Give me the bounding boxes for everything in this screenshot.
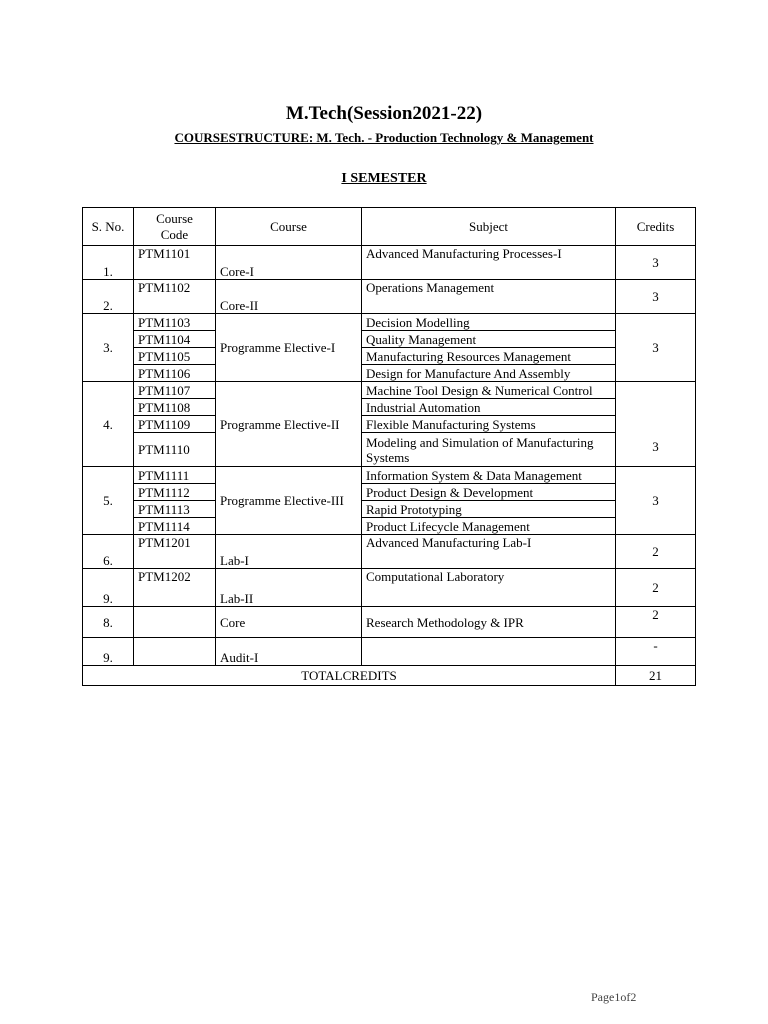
table-row bbox=[83, 518, 696, 535]
row-code: PTM1111 bbox=[134, 467, 216, 484]
table-row bbox=[83, 399, 696, 416]
header-course-code-label: Course Code bbox=[156, 210, 193, 242]
row-code: PTM1112 bbox=[134, 484, 216, 501]
header-course: Course bbox=[216, 208, 362, 246]
row-course: Core-II bbox=[216, 280, 362, 314]
row-subject: Modeling and Simulation of Manufacturing Systems bbox=[362, 433, 616, 467]
row-code: PTM1108 bbox=[134, 399, 216, 416]
row-subject: Advanced Manufacturing Processes-I bbox=[362, 246, 616, 280]
row-credits: 3 bbox=[616, 246, 696, 280]
row-code: PTM1202 bbox=[134, 569, 216, 607]
row-code: PTM1113 bbox=[134, 501, 216, 518]
row-credits: 2 bbox=[616, 535, 696, 569]
row-subject: Decision Modelling bbox=[362, 314, 616, 331]
row-code: PTM1102 bbox=[134, 280, 216, 314]
table-row bbox=[83, 569, 696, 607]
table-header-row bbox=[83, 208, 696, 246]
table-row bbox=[83, 433, 696, 467]
row-subject: Machine Tool Design & Numerical Control bbox=[362, 382, 616, 399]
header-sno: S. No. bbox=[83, 208, 134, 246]
row-course: Core-I bbox=[216, 246, 362, 280]
header-subject: Subject bbox=[362, 208, 616, 246]
row-sno: 5. bbox=[83, 467, 134, 535]
row-credits: - bbox=[616, 638, 696, 666]
row-code: PTM1201 bbox=[134, 535, 216, 569]
table-row bbox=[83, 365, 696, 382]
row-course: Core bbox=[216, 607, 362, 638]
row-code: PTM1101 bbox=[134, 246, 216, 280]
row-subject: Research Methodology & IPR bbox=[362, 607, 616, 638]
row-course: Programme Elective-III bbox=[216, 467, 362, 535]
table-row bbox=[83, 535, 696, 569]
row-course: Lab-II bbox=[216, 569, 362, 607]
row-sno: 1. bbox=[83, 246, 134, 280]
row-subject: Product Lifecycle Management bbox=[362, 518, 616, 535]
total-credits-label: TOTALCREDITS bbox=[83, 666, 616, 686]
row-subject bbox=[362, 638, 616, 666]
row-sno: 9. bbox=[83, 638, 134, 666]
row-code: PTM1103 bbox=[134, 314, 216, 331]
table-row bbox=[83, 331, 696, 348]
row-course: Programme Elective-II bbox=[216, 382, 362, 467]
row-code: PTM1104 bbox=[134, 331, 216, 348]
table-row bbox=[83, 501, 696, 518]
row-credits: 3 bbox=[616, 467, 696, 535]
row-subject: Advanced Manufacturing Lab-I bbox=[362, 535, 616, 569]
row-subject: Operations Management bbox=[362, 280, 616, 314]
row-code bbox=[134, 638, 216, 666]
table-row bbox=[83, 638, 696, 666]
table-row bbox=[83, 607, 696, 638]
header-course-code bbox=[134, 208, 216, 246]
table-row bbox=[83, 382, 696, 399]
row-code: PTM1105 bbox=[134, 348, 216, 365]
table-row bbox=[83, 314, 696, 331]
row-code: PTM1107 bbox=[134, 382, 216, 399]
header-credits: Credits bbox=[616, 208, 696, 246]
row-code bbox=[134, 607, 216, 638]
row-subject: Manufacturing Resources Management bbox=[362, 348, 616, 365]
row-code: PTM1110 bbox=[134, 433, 216, 467]
row-code: PTM1106 bbox=[134, 365, 216, 382]
row-credits: 3 bbox=[616, 280, 696, 314]
row-credits: 3 bbox=[616, 314, 696, 382]
row-subject: Rapid Prototyping bbox=[362, 501, 616, 518]
total-row bbox=[83, 666, 696, 686]
row-subject: Flexible Manufacturing Systems bbox=[362, 416, 616, 433]
table-row bbox=[83, 246, 696, 280]
row-course: Lab-I bbox=[216, 535, 362, 569]
table-row bbox=[83, 416, 696, 433]
course-structure-heading: COURSESTRUCTURE: M. Tech. - Production Technology & Management bbox=[174, 130, 594, 145]
table-row bbox=[83, 348, 696, 365]
semester-heading: I SEMESTER bbox=[341, 171, 427, 186]
document-title: M.Tech(Session2021-22) bbox=[285, 103, 483, 124]
row-sno: 6. bbox=[83, 535, 134, 569]
table-row bbox=[83, 467, 696, 484]
row-credits: 2 bbox=[616, 607, 696, 638]
row-code: PTM1114 bbox=[134, 518, 216, 535]
row-sno: 9. bbox=[83, 569, 134, 607]
row-course: Programme Elective-I bbox=[216, 314, 362, 382]
table-row bbox=[83, 280, 696, 314]
row-subject: Industrial Automation bbox=[362, 399, 616, 416]
row-subject: Information System & Data Management bbox=[362, 467, 616, 484]
row-subject: Computational Laboratory bbox=[362, 569, 616, 607]
row-course: Audit-I bbox=[216, 638, 362, 666]
row-credits: 3 bbox=[616, 382, 696, 467]
page-number: Page1of2 bbox=[591, 990, 637, 1004]
row-subject: Product Design & Development bbox=[362, 484, 616, 501]
row-sno: 2. bbox=[83, 280, 134, 314]
row-sno: 8. bbox=[83, 607, 134, 638]
row-sno: 4. bbox=[83, 382, 134, 467]
table-row bbox=[83, 484, 696, 501]
course-table bbox=[82, 207, 696, 686]
row-sno: 3. bbox=[83, 314, 134, 382]
row-credits: 2 bbox=[616, 569, 696, 607]
row-code: PTM1109 bbox=[134, 416, 216, 433]
row-subject: Design for Manufacture And Assembly bbox=[362, 365, 616, 382]
total-credits-value: 21 bbox=[616, 666, 696, 686]
row-subject: Quality Management bbox=[362, 331, 616, 348]
